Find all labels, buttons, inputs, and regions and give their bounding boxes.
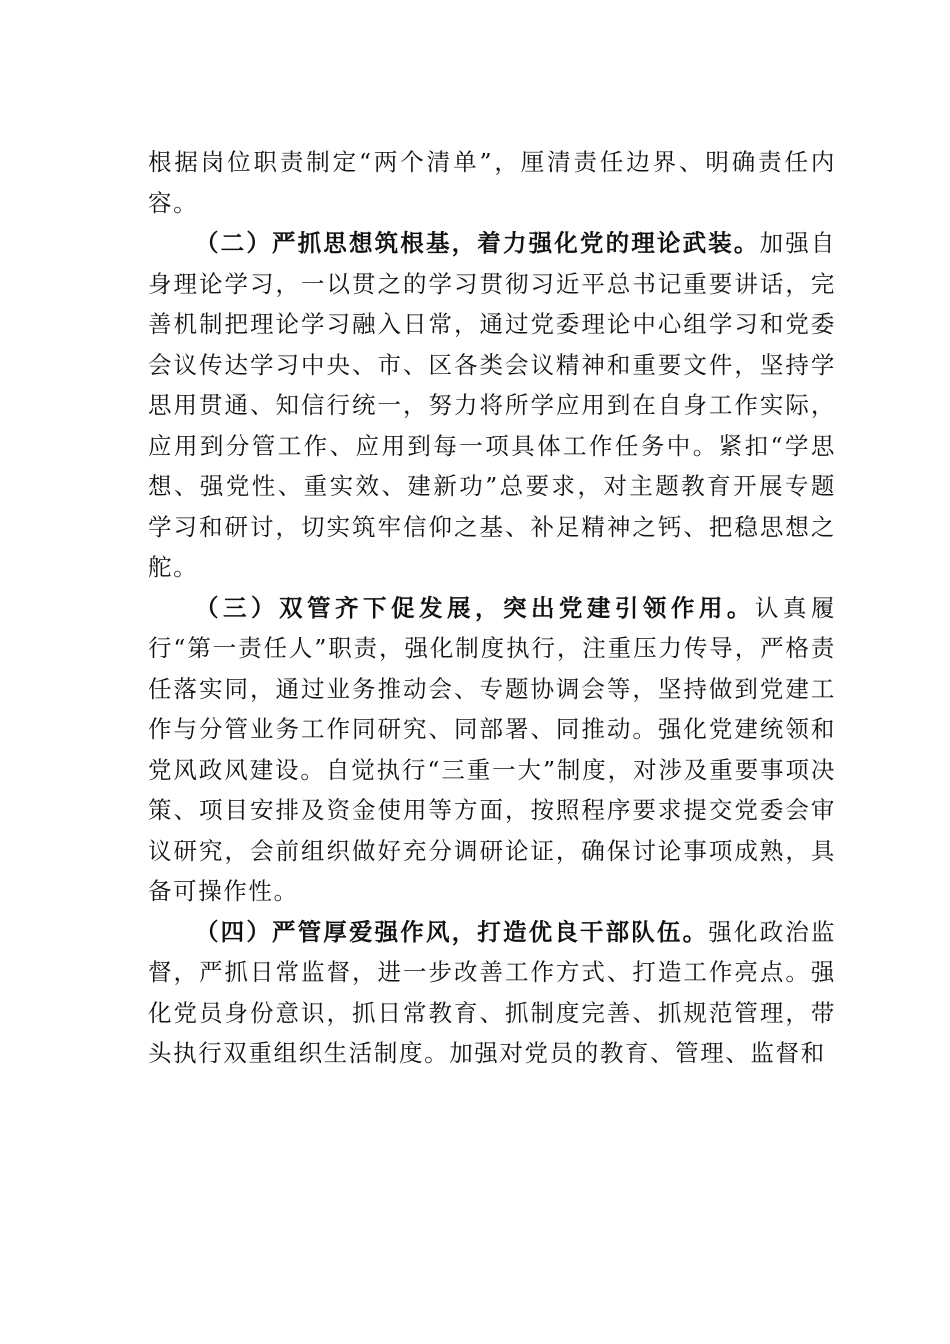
section-heading: （二）严抓思想筑根基，着力强化党的理论武装。 bbox=[195, 229, 760, 257]
paragraph-section-4 bbox=[148, 912, 836, 1074]
section-heading: （四）严管厚爱强作风，打造优良干部队伍。 bbox=[195, 917, 709, 946]
paragraph-body: 强化政治监督，严抓日常监督，进一步改善工作方式、打造工作亮点。强化党员身份意识，抓日常教育、抓制度完善、抓规范管理，带头执行双重组织生活制度。加强对党员的教育、管理、监督和 bbox=[148, 917, 836, 1067]
paragraph-section-2 bbox=[148, 223, 836, 588]
paragraph-body: 根据岗位职责制定“两个清单”，厘清责任边界、明确责任内容。 bbox=[148, 148, 836, 217]
paragraph-section-3 bbox=[148, 588, 836, 912]
paragraph-body: 认真履行“第一责任人”职责，强化制度执行，注重压力传导，严格责任落实同，通过业务推动会、专题协调会等，坚持做到党建工作与分管业务工作同研究、同部署、同推动。强化党建统领和党风政风建设。自觉执行“三重一大”制度，对涉及重要事项决策、项目安排及资金使用等方面，按照程序要求提交党委会审议研究，会前组织做好充分调研论证，确保讨论事项成熟，具备可操作性。 bbox=[148, 593, 836, 905]
section-heading: （三）双管齐下促发展，突出党建引领作用。 bbox=[195, 593, 755, 622]
document-page bbox=[148, 142, 836, 1074]
paragraph-continuation bbox=[148, 142, 836, 223]
paragraph-body: 加强自身理论学习，一以贯之的学习贯彻习近平总书记重要讲话，完善机制把理论学习融入日常，通过党委理论中心组学习和党委会议传达学习中央、市、区各类会议精神和重要文件，坚持学思用贯通、知信行统一，努力将所学应用到在自身工作实际，应用到分管工作、应用到每一项具体工作任务中。紧扣“学思想、强党性、重实效、建新功”总要求，对主题教育开展专题学习和研讨，切实筑牢信仰之基、补足精神之钙、把稳思想之舵。 bbox=[148, 229, 836, 581]
